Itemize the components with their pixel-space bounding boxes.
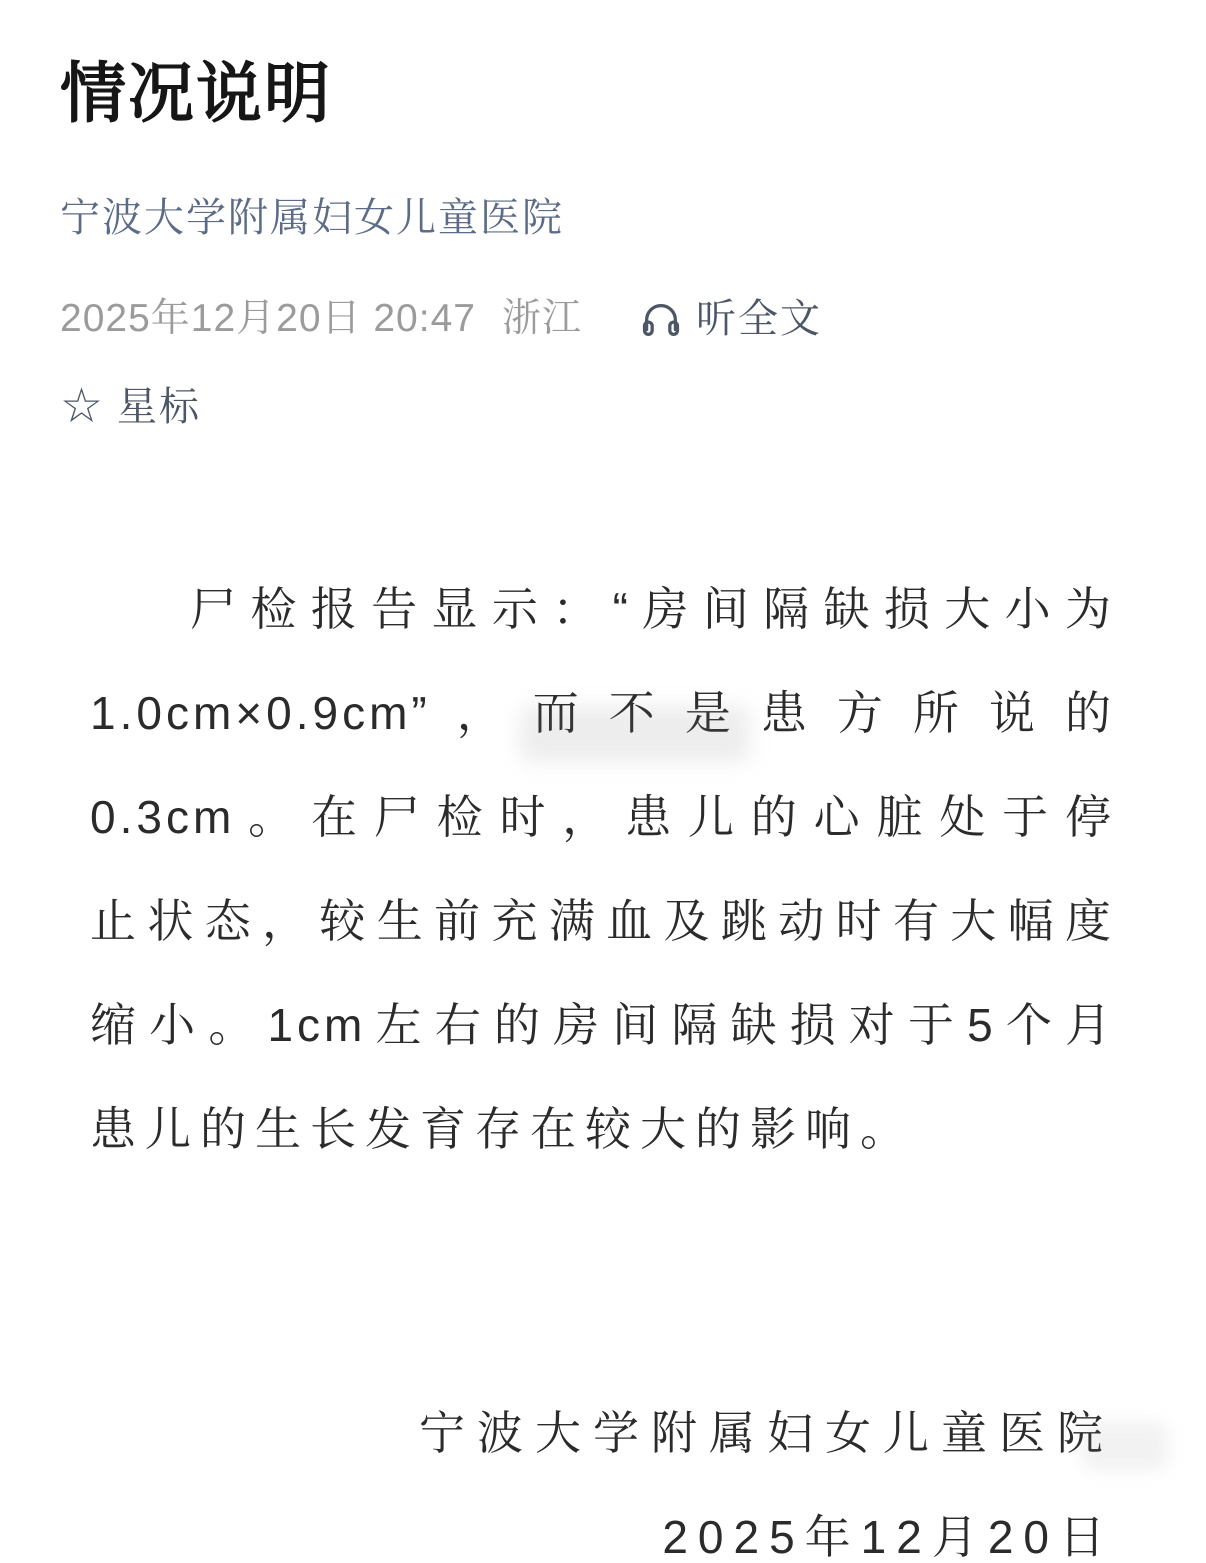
meta-row bbox=[60, 295, 1115, 343]
star-label: 星标 bbox=[117, 385, 202, 429]
body-line: 0.3cm。在尸检时，患儿的心脏处于停 bbox=[90, 791, 1115, 843]
account-row bbox=[60, 194, 1115, 251]
publish-datetime: 2025年12月20日 20:47 bbox=[60, 297, 476, 340]
body-line: 1.0cm×0.9cm”，而不是患方所说的 bbox=[90, 687, 1115, 739]
signature-block bbox=[90, 1407, 1115, 1563]
star-outline-icon: ☆ bbox=[60, 380, 104, 433]
publish-location: 浙江 bbox=[501, 297, 582, 340]
listen-full-text-button[interactable] bbox=[638, 295, 822, 343]
headphone-icon bbox=[638, 296, 684, 342]
star-button[interactable] bbox=[60, 380, 1115, 433]
body-line: 缩小。1cm左右的房间隔缺损对于5个月 bbox=[90, 999, 1115, 1051]
article-body bbox=[90, 557, 1115, 1181]
signature-date: 2025年12月20日 bbox=[662, 1511, 1115, 1563]
body-line: 止状态，较生前充满血及跳动时有大幅度 bbox=[90, 895, 1115, 947]
signature-hospital-name: 宁波大学附属妇女儿童医院 bbox=[419, 1407, 1115, 1459]
body-line: 尸检报告显示：“房间隔缺损大小为 bbox=[190, 583, 1115, 635]
article-title: 情况说明 bbox=[60, 56, 332, 130]
body-line: 患儿的生长发育存在较大的影响。 bbox=[90, 1103, 915, 1155]
listen-full-text-label: 听全文 bbox=[695, 297, 822, 341]
account-name-link[interactable]: 宁波大学附属妇女儿童医院 bbox=[60, 196, 564, 240]
